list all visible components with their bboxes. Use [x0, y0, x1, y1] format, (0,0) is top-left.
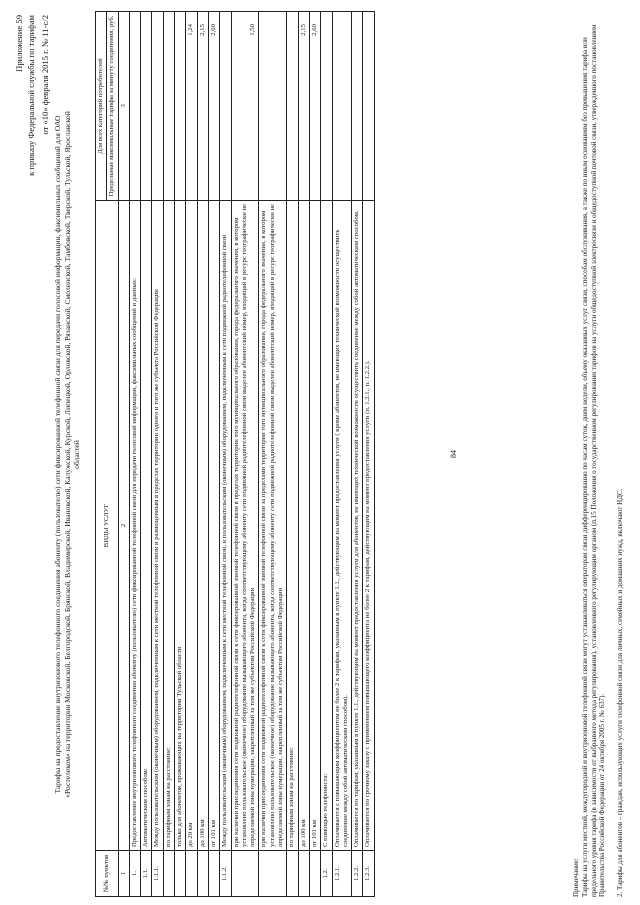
note-heading: Примечание:: [572, 858, 580, 897]
order-date: от «10» февраля 2015 г. № 11-с/2: [40, 15, 50, 135]
row-tariff: 1,50: [231, 12, 259, 201]
row-tariff: [287, 12, 298, 201]
row-tariff: [175, 12, 186, 201]
row-tariff: [332, 12, 352, 201]
row-tariff: [141, 12, 152, 201]
row-number: 1.1.1.: [152, 851, 163, 897]
row-number: 1.2.3.: [363, 851, 374, 897]
row-service: при наличии присоединения сети подвижной радиотелефонной связи к сети фиксированной зоновой телефонной связи за пределами территории того муниципального образования, города федерального значения, в котором установлено пользовательское (оконечное) оборудование вызывающего абонента, когда соответствующему абоненту сети подвижной радиотелефонной связи выделен абонентский номер, входящий в ресурс географически не определяемой зоны нумерации, закрепленный за тем же субъектом Российской Федерации: [259, 201, 287, 851]
row-number: 1.: [129, 851, 140, 897]
col-header-tariff: Предельные максимальные тарифы за минуту соединения, руб.: [107, 12, 118, 201]
row-number: 1.2.2.: [352, 851, 363, 897]
table-row: [186, 12, 197, 897]
row-number: 1.1.2.: [220, 851, 231, 897]
order-reference: к приказу Федеральной службы по тарифам: [26, 15, 36, 176]
row-tariff: 1,24: [186, 12, 197, 201]
row-number: 1.1.: [141, 851, 152, 897]
row-number: [163, 851, 174, 897]
title-line: областей: [72, 440, 82, 469]
table-row: [141, 12, 152, 897]
col-header-services: ВИДЫ УСЛУГ: [96, 201, 119, 851]
row-number: [208, 851, 219, 897]
table-body: [129, 12, 374, 897]
row-service: по тарифным зонам на расстояние:: [163, 201, 174, 851]
row-number: [309, 851, 320, 897]
index-cell: 2: [118, 201, 129, 851]
row-tariff: [352, 12, 363, 201]
row-number: [259, 851, 287, 897]
row-tariff: 2,15: [197, 12, 208, 201]
tariff-table: [95, 11, 375, 897]
row-tariff: [163, 12, 174, 201]
row-service: Автоматическим способом:: [141, 201, 152, 851]
row-service: Оплачивается по тарифам, указанным в пункте 1.1., действующим на момент предоставления услуги для абонентов, не имеющих технической возможности осуществить соединение между собой автоматическим способом.: [352, 201, 363, 851]
row-service: Между пользовательским (оконечным) оборудованием, подключенным к сети местной телефонной связи и размещенным в пределах территории одного и того же субъекта Российской Федерации: [152, 201, 163, 851]
page-number: 84: [449, 450, 458, 458]
title-line: Тарифы на предоставление внутризонового телефонного соединения абоненту (пользователю) сети фиксированной телефонной связи для передачи голосовой информации, факсимильных сообщений для ОАО: [53, 115, 62, 794]
appendix-label: Приложение 59: [14, 15, 24, 72]
table-row: [175, 12, 186, 897]
row-service: Между пользовательским (оконечным) оборудованием, подключенным к сети местной телефонной связи, и пользовательским (оконечным) оборудованием, подключенным к сети подвижной радиотелефонной связи: [220, 201, 231, 851]
row-service: по тарифным зонам на расстояние:: [287, 201, 298, 851]
col-header-all-categories: Для всех категорий потребителей: [96, 12, 107, 201]
note-1: Тарифы на услуги местной, междугородной и внутризоновой телефонной связи могут устанавливаться операторам связи дифференцированно по часам суток, дням недели, объему оказанных услуг связи, способам обслуживания, а также по иным основаниям без превышения тарифа или предельного уровня тарифа (в зависимости от выбранного метода регулирования), установленного регулирующим органом (п.15 Положения о государственном регулировании тарифов на услуги общедоступной электросвязи и общедоступной почтовой связи, утвержденного постановлением Правительства Российской Федерации от 24 октября 2005 г. № 637).: [581, 24, 606, 897]
row-number: [287, 851, 298, 897]
row-tariff: [321, 12, 332, 201]
row-service: от 101 км: [309, 201, 320, 851]
row-service: С помощью телефониста:: [321, 201, 332, 851]
row-tariff: 2,60: [309, 12, 320, 201]
table-row: [321, 12, 332, 897]
row-service: Предоставление внутризонового телефонного соединения абоненту (пользователю) сети фиксированной телефонной связи для передачи голосовой информации, факсимильных сообщений и данных:: [129, 201, 140, 851]
table-row: [363, 12, 374, 897]
row-service: до 100 км: [298, 201, 309, 851]
title-line: «Ростелеком» на территории Московской, Белгородской, Брянской, Владимирской, Ивановской, Калужской, Курской, Липецкой, Орловской, Рязанской, Смоленской, Тамбовской, Тверской, Тульской, Ярославской: [62, 111, 72, 798]
row-number: 1.2.1.: [332, 851, 352, 897]
row-tariff: [259, 12, 287, 201]
row-service: до 20 км: [186, 201, 197, 851]
row-number: [197, 851, 208, 897]
row-service: от 101 км: [208, 201, 219, 851]
table-row: [259, 12, 287, 897]
row-tariff: 2,60: [208, 12, 219, 201]
row-number: [298, 851, 309, 897]
col-header-number: №№ пунктов: [96, 851, 119, 897]
row-service: только для абонентов, проживающих на территории Тульской области: [175, 201, 186, 851]
index-cell: 3: [118, 12, 129, 201]
table-row: [309, 12, 320, 897]
table-row: [298, 12, 309, 897]
document-title: [53, 12, 82, 897]
table-row: [352, 12, 363, 897]
table-row: [220, 12, 231, 897]
table-row: [163, 12, 174, 897]
row-tariff: [363, 12, 374, 201]
row-service: Оплачивается по срочному заказу с применением повышающего коэффициента не более 2 к тарифам, действующим на момент предоставления услуги (п. 1.2.1., п. 1.2.2.).: [363, 201, 374, 851]
row-tariff: [129, 12, 140, 201]
table-row: [287, 12, 298, 897]
row-service: Оплачивается с повышающим коэффициентом не более 2 к тарифам, указанным в пункте 1.1., действующим на момент предоставления услуги ( кроме абонентов, не имеющих технической возможности осуществить соединение между собой автоматическим способом).: [332, 201, 352, 851]
table-row: [231, 12, 259, 897]
index-cell: 1: [118, 851, 129, 897]
table-row: [332, 12, 352, 897]
row-service: до 100 км: [197, 201, 208, 851]
table-row: [152, 12, 163, 897]
row-tariff: [152, 12, 163, 201]
row-number: 1.2.: [321, 851, 332, 897]
table-row: [197, 12, 208, 897]
note-2: 2. Тарифы для абонентов – граждан, использующих услуги телефонной связи для личных, семейных и домашних нужд, включают НДС.: [616, 488, 624, 897]
row-tariff: 2,15: [298, 12, 309, 201]
row-number: [231, 851, 259, 897]
table-row: [208, 12, 219, 897]
row-service: при наличии присоединения сети подвижной радиотелефонной связи к сети фиксированной зоновой телефонной связи в пределах территории того муниципального образования, города федерального значения, в котором установлено пользовательское (оконечное) оборудование вызывающего абонента, когда соответствующему абоненту сети подвижной радиотелефонной связи выделен абонентский номер, входящий в ресурс географически не определяемой зоны нумерации, закрепленный за тем же субъектом Российской Федерации: [231, 201, 259, 851]
row-number: [186, 851, 197, 897]
row-number: [175, 851, 186, 897]
row-tariff: [220, 12, 231, 201]
table-row: [129, 12, 140, 897]
